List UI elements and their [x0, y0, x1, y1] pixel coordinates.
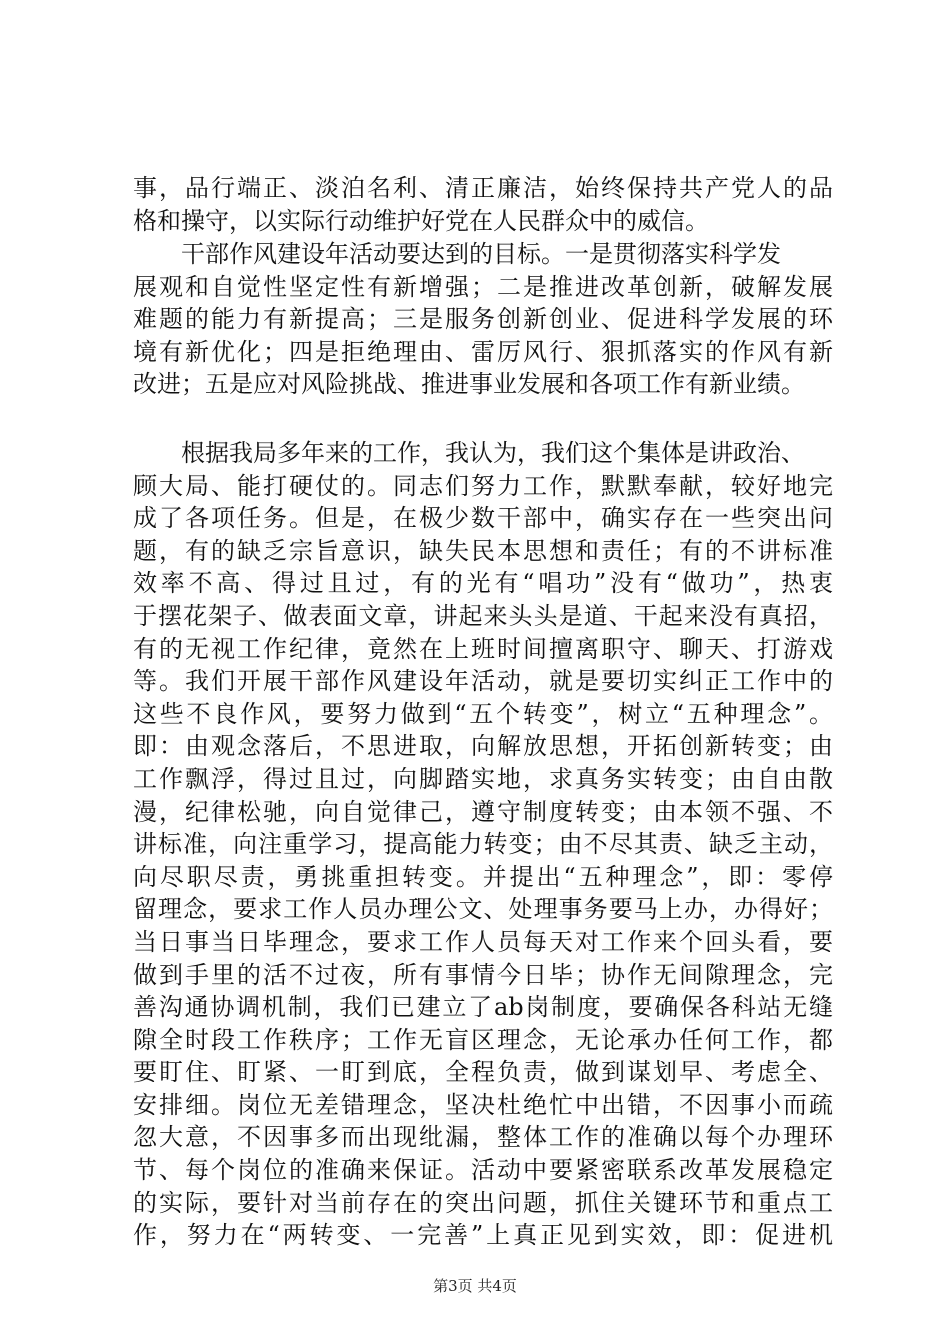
paragraph-line: 题，有的缺乏宗旨意识，缺失民本思想和责任；有的不讲标准 — [133, 536, 833, 565]
paragraph-line: 效率不高、得过且过，有的光有“唱功”没有“做功”，热衷 — [133, 569, 833, 598]
paragraph-line: 顾大局、能打硬仗的。同志们努力工作，默默奉献，较好地完 — [133, 471, 833, 500]
paragraph-line: 即：由观念落后，不思进取，向解放思想，开拓创新转变；由 — [133, 732, 833, 761]
paragraph-line: 作，努力在“两转变、一完善”上真正见到实效，即：促进机 — [133, 1221, 833, 1250]
paragraph-line: 漫，纪律松驰，向自觉律己，遵守制度转变；由本领不强、不 — [133, 797, 833, 826]
paragraph-line: 根据我局多年来的工作，我认为，我们这个集体是讲政治、 — [181, 439, 805, 467]
paragraph-line: 有的无视工作纪律，竟然在上班时间擅离职守、聊天、打游戏 — [133, 634, 833, 663]
paragraph-line: 改进；五是应对风险挑战、推进事业发展和各项工作有新业绩。 — [133, 370, 805, 399]
paragraph-line: 等。我们开展干部作风建设年活动，就是要切实纠正工作中的 — [133, 667, 833, 696]
paragraph-line: 讲标准，向注重学习，提高能力转变；由不尽其责、缺乏主动， — [133, 830, 833, 859]
paragraph-line: 的实际，要针对当前存在的突出问题，抓住关键环节和重点工 — [133, 1188, 833, 1217]
paragraph-2 — [133, 238, 833, 401]
paragraph-line: 干部作风建设年活动要达到的目标。一是贯彻落实科学发 — [181, 240, 781, 268]
paragraph-line: 当日事当日毕理念，要求工作人员每天对工作来个回头看，要 — [133, 927, 833, 956]
paragraph-line: 境有新优化；四是拒绝理由、雷厉风行、狠抓落实的作风有新 — [133, 337, 833, 366]
paragraph-line: 于摆花架子、做表面文章，讲起来头头是道、干起来没有真招， — [133, 601, 833, 630]
paragraph-line: 难题的能力有新提高；三是服务创新创业、促进科学发展的环 — [133, 305, 833, 334]
paragraph-line: 向尽职尽责，勇挑重担转变。并提出“五种理念”，即：零停 — [133, 862, 833, 891]
paragraph-line: 忽大意，不因事多而出现纰漏，整体工作的准确以每个办理环 — [133, 1123, 833, 1152]
paragraph-3 — [133, 437, 833, 1252]
paragraph-line: 留理念，要求工作人员办理公文、处理事务要马上办，办得好； — [133, 895, 833, 924]
paragraph-line: 安排细。岗位无差错理念，坚决杜绝忙中出错，不因事小而疏 — [133, 1090, 833, 1119]
paragraph-line: 节、每个岗位的准确来保证。活动中要紧密联系改革发展稳定 — [133, 1156, 833, 1185]
paragraph-line: 隙全时段工作秩序；工作无盲区理念，无论承办任何工作，都 — [133, 1025, 833, 1054]
paragraph-line: 展观和自觉性坚定性有新增强；二是推进改革创新，破解发展 — [133, 272, 833, 301]
paragraph-line: 工作飘浮，得过且过，向脚踏实地，求真务实转变；由自由散 — [133, 764, 833, 793]
paragraph-line: 格和操守，以实际行动维护好党在人民群众中的威信。 — [133, 206, 709, 235]
paragraph-line: 成了各项任务。但是，在极少数干部中，确实存在一些突出问 — [133, 504, 833, 533]
paragraph-line: 善沟通协调机制，我们已建立了ab岗制度，要确保各科站无缝 — [133, 993, 833, 1022]
page-footer — [0, 1276, 950, 1296]
page-number-label: 第3页 共4页 — [433, 1277, 517, 1295]
paragraph-line: 事，品行端正、淡泊名利、清正廉洁，始终保持共产党人的品 — [133, 174, 833, 202]
paragraph-line: 要盯住、盯紧、一盯到底，全程负责，做到谋划早、考虑全、 — [133, 1058, 833, 1087]
paragraph-line: 做到手里的活不过夜，所有事情今日毕；协作无间隙理念，完 — [133, 960, 833, 989]
paragraph-1 — [133, 172, 833, 237]
paragraph-line: 这些不良作风，要努力做到“五个转变”，树立“五种理念”。 — [133, 699, 833, 728]
